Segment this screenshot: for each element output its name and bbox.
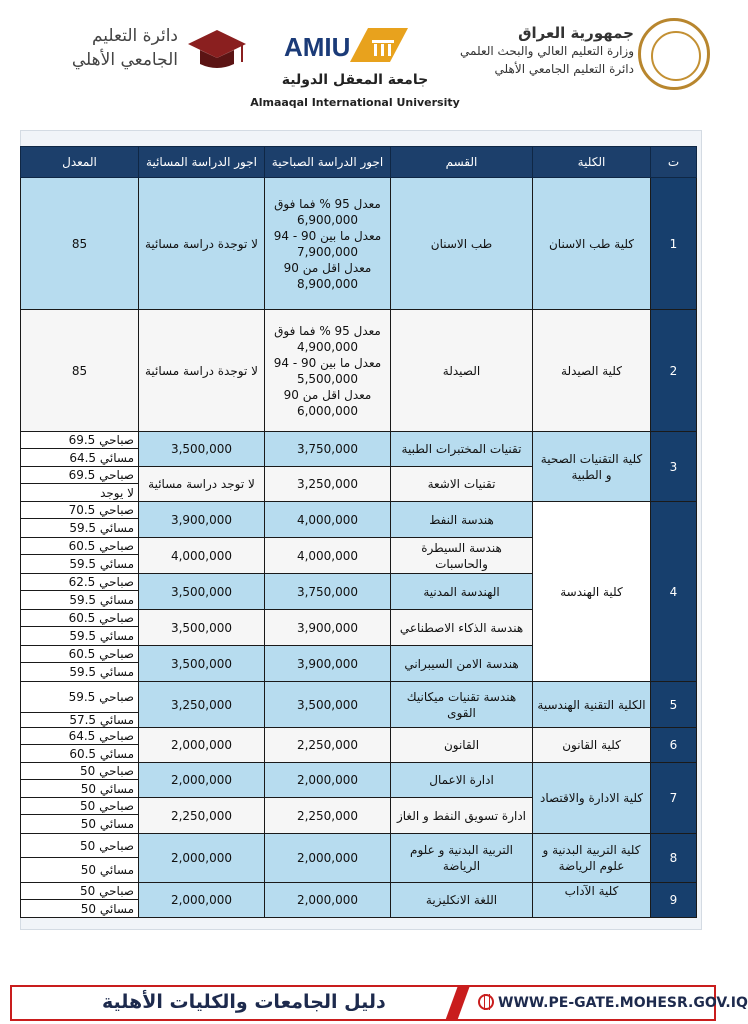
- avg-cell: [21, 883, 139, 918]
- avg-morning: صباحي 62.5: [21, 574, 138, 591]
- footer-url-link[interactable]: WWW.PE-GATE.MOHESR.GOV.IQ: [498, 995, 748, 1011]
- ministry-logo: [460, 18, 710, 88]
- dept-cell: اللغة الانكليزية: [391, 883, 533, 918]
- table-row: [21, 728, 697, 763]
- fee-line: معدل 95 % فما فوق: [274, 196, 381, 211]
- fee-line: 4,900,000: [296, 339, 359, 354]
- college-cell: الكلية التقنية الهندسية: [533, 682, 651, 728]
- university-logo: [250, 18, 460, 118]
- row-num: 6: [651, 728, 697, 763]
- university-name-en: Almaaqal International University: [250, 96, 460, 109]
- college-cell: كلية الآداب: [533, 883, 651, 918]
- directorate-name-line2: الجامعي الأهلي: [71, 50, 178, 70]
- table-row: [21, 502, 697, 538]
- table-row: [21, 682, 697, 728]
- avg-evening: مسائي 57.5: [21, 713, 138, 727]
- avg-cell: 85: [21, 178, 139, 310]
- dept-cell: ادارة الاعمال: [391, 763, 533, 798]
- avg-cell: [21, 467, 139, 502]
- dept-cell: الصيدلة: [391, 310, 533, 432]
- avg-evening: مسائي 60.5: [21, 745, 138, 762]
- avg-evening: مسائي 64.5: [21, 449, 138, 466]
- evening-fee-cell: 2,250,000: [139, 798, 265, 834]
- avg-morning: صباحي 50: [21, 798, 138, 815]
- col-header-morning: اجور الدراسة الصباحية: [265, 147, 391, 178]
- avg-cell: 85: [21, 310, 139, 432]
- avg-cell: [21, 682, 139, 728]
- morning-fee-cell: 2,250,000: [265, 728, 391, 763]
- row-num: 4: [651, 502, 697, 682]
- globe-icon: [478, 994, 494, 1010]
- college-cell: كلية التقنيات الصحية و الطبية: [533, 432, 651, 502]
- fee-line: 7,900,000: [296, 244, 359, 259]
- avg-evening: مسائي 59.5: [21, 519, 138, 537]
- avg-evening: مسائي 50: [21, 858, 138, 882]
- ministry-seal-icon: [638, 18, 710, 90]
- avg-cell: [21, 834, 139, 883]
- college-cell: كلية طب الاسنان: [533, 178, 651, 310]
- table-row: [21, 432, 697, 467]
- university-name-ar: جامعة المعقل الدولية: [281, 72, 429, 88]
- avg-morning: صباحي 69.5: [21, 432, 138, 449]
- col-header-evening: اجور الدراسة المسائية: [139, 147, 265, 178]
- col-header-num: ت: [651, 147, 697, 178]
- avg-morning: صباحي 59.5: [21, 682, 138, 713]
- fees-table: [20, 146, 697, 918]
- fee-line: معدل اقل من 90: [283, 387, 372, 402]
- table-row: [21, 763, 697, 798]
- fee-line: معدل 95 % فما فوق: [274, 323, 381, 338]
- evening-fee-cell: 2,000,000: [139, 883, 265, 918]
- avg-morning: صباحي 50: [21, 763, 138, 780]
- evening-fee-cell: 3,500,000: [139, 610, 265, 646]
- avg-evening: مسائي 50: [21, 815, 138, 833]
- college-cell: كلية القانون: [533, 728, 651, 763]
- col-header-dept: القسم: [391, 147, 533, 178]
- row-num: 3: [651, 432, 697, 502]
- dept-cell: هندسة السيطرة والحاسبات: [391, 538, 533, 574]
- directorate-name-line1: دائرة التعليم: [91, 26, 178, 46]
- morning-fee-cell: [265, 178, 391, 310]
- footer-band: [10, 985, 748, 1021]
- avg-cell: [21, 610, 139, 646]
- dept-cell: طب الاسنان: [391, 178, 533, 310]
- table-row: [21, 883, 697, 918]
- evening-fee-cell: 3,900,000: [139, 502, 265, 538]
- morning-fee-cell: 2,000,000: [265, 883, 391, 918]
- avg-morning: صباحي 70.5: [21, 502, 138, 519]
- avg-morning: صباحي 50: [21, 834, 138, 858]
- dept-cell: القانون: [391, 728, 533, 763]
- row-num: 2: [651, 310, 697, 432]
- morning-fee-cell: 3,900,000: [265, 646, 391, 682]
- evening-fee-cell: لا توجدة دراسة مسائية: [139, 310, 265, 432]
- col-header-college: الكلية: [533, 147, 651, 178]
- table-row: [21, 834, 697, 883]
- avg-morning: صباحي 60.5: [21, 646, 138, 663]
- avg-morning: صباحي 69.5: [21, 467, 138, 484]
- fee-line: معدل ما بين 90 - 94: [273, 355, 382, 370]
- avg-morning: صباحي 64.5: [21, 728, 138, 745]
- fee-line: معدل ما بين 90 - 94: [273, 228, 382, 243]
- amiu-logo-icon: [280, 22, 410, 66]
- evening-fee-cell: 3,250,000: [139, 682, 265, 728]
- morning-fee-cell: 2,000,000: [265, 834, 391, 883]
- dept-cell: تقنيات المختبرات الطبية: [391, 432, 533, 467]
- avg-morning: صباحي 60.5: [21, 538, 138, 555]
- fee-line: 6,900,000: [296, 212, 359, 227]
- table-row: [21, 178, 697, 310]
- avg-evening: لا يوجد: [21, 484, 138, 501]
- table-row: [21, 310, 697, 432]
- avg-evening: مسائي 50: [21, 780, 138, 797]
- dept-cell: هندسة الامن السيبراني: [391, 646, 533, 682]
- college-cell: كلية التربية البدنية و علوم الرياضة: [533, 834, 651, 883]
- table-header-row: [21, 147, 697, 178]
- dept-cell: هندسة تقنيات ميكانيك القوى: [391, 682, 533, 728]
- morning-fee-cell: 3,500,000: [265, 682, 391, 728]
- morning-fee-cell: 3,900,000: [265, 610, 391, 646]
- morning-fee-cell: 4,000,000: [265, 538, 391, 574]
- ministry-directorate: دائرة التعليم الجامعي الأهلي: [494, 62, 634, 76]
- avg-evening: مسائي 59.5: [21, 591, 138, 609]
- avg-cell: [21, 432, 139, 467]
- morning-fee-cell: 3,750,000: [265, 432, 391, 467]
- avg-morning: صباحي 50: [21, 883, 138, 900]
- avg-cell: [21, 763, 139, 798]
- avg-evening: مسائي 59.5: [21, 663, 138, 681]
- logo-text: AMIU: [284, 32, 351, 62]
- college-cell: كلية الهندسة: [533, 502, 651, 682]
- row-num: 8: [651, 834, 697, 883]
- fee-line: 5,500,000: [296, 371, 359, 386]
- ministry-name: وزارة التعليم العالي والبحث العلمي: [460, 44, 634, 58]
- avg-cell: [21, 728, 139, 763]
- fee-line: 8,900,000: [296, 276, 359, 291]
- page-header: [0, 0, 722, 120]
- footer-title: دليل الجامعات والكليات الأهلية: [102, 991, 386, 1013]
- fee-line: معدل اقل من 90: [283, 260, 372, 275]
- avg-cell: [21, 502, 139, 538]
- morning-fee-cell: 2,000,000: [265, 763, 391, 798]
- dept-cell: التربية البدنية و علوم الرياضة: [391, 834, 533, 883]
- row-num: 5: [651, 682, 697, 728]
- morning-fee-cell: 4,000,000: [265, 502, 391, 538]
- row-num: 9: [651, 883, 697, 918]
- dept-cell: هندسة النفط: [391, 502, 533, 538]
- avg-evening: مسائي 50: [21, 900, 138, 917]
- avg-cell: [21, 538, 139, 574]
- morning-fee-cell: [265, 310, 391, 432]
- avg-cell: [21, 798, 139, 834]
- graduation-cap-icon: [186, 28, 248, 72]
- avg-evening: مسائي 59.5: [21, 555, 138, 573]
- col-header-avg: المعدل: [21, 147, 139, 178]
- evening-fee-cell: 3,500,000: [139, 432, 265, 467]
- dept-cell: ادارة تسويق النفط و الغاز: [391, 798, 533, 834]
- avg-evening: مسائي 59.5: [21, 627, 138, 645]
- evening-fee-cell: لا توجدة دراسة مسائية: [139, 178, 265, 310]
- avg-morning: صباحي 60.5: [21, 610, 138, 627]
- dept-cell: تقنيات الاشعة: [391, 467, 533, 502]
- college-cell: كلية الصيدلة: [533, 310, 651, 432]
- morning-fee-cell: 3,250,000: [265, 467, 391, 502]
- page-footer: [0, 975, 748, 1024]
- avg-cell: [21, 574, 139, 610]
- morning-fee-cell: 3,750,000: [265, 574, 391, 610]
- fee-line: 6,000,000: [296, 403, 359, 418]
- college-cell: كلية الادارة والاقتصاد: [533, 763, 651, 834]
- dept-cell: هندسة الذكاء الاصطناعي: [391, 610, 533, 646]
- morning-fee-cell: 2,250,000: [265, 798, 391, 834]
- evening-fee-cell: 2,000,000: [139, 728, 265, 763]
- directorate-logo: [28, 22, 248, 82]
- evening-fee-cell: لا توجد دراسة مسائية: [139, 467, 265, 502]
- avg-cell: [21, 646, 139, 682]
- row-num: 1: [651, 178, 697, 310]
- row-num: 7: [651, 763, 697, 834]
- dept-cell: الهندسة المدنية: [391, 574, 533, 610]
- republic-name: جمهورية العراق: [518, 24, 634, 42]
- evening-fee-cell: 2,000,000: [139, 763, 265, 798]
- evening-fee-cell: 2,000,000: [139, 834, 265, 883]
- evening-fee-cell: 3,500,000: [139, 574, 265, 610]
- evening-fee-cell: 3,500,000: [139, 646, 265, 682]
- evening-fee-cell: 4,000,000: [139, 538, 265, 574]
